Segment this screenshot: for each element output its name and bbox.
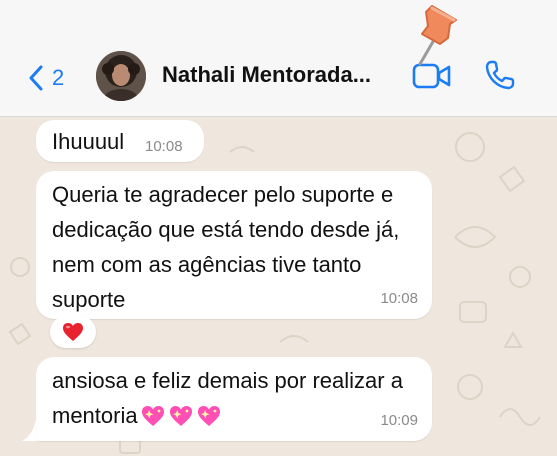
phone-call-icon[interactable] bbox=[484, 59, 516, 91]
message-text: ansiosa e feliz demais por realizar a mentoria bbox=[52, 368, 403, 428]
sparkling-heart-icon bbox=[168, 404, 194, 428]
message-timestamp: 10:08 bbox=[145, 138, 183, 155]
sparkling-heart-icon bbox=[196, 404, 222, 428]
heart-emoji-icon bbox=[62, 322, 84, 342]
message-timestamp: 10:09 bbox=[380, 412, 418, 429]
message-bubble-incoming[interactable] bbox=[36, 171, 432, 319]
profile-photo bbox=[96, 51, 146, 101]
pushpin-icon bbox=[410, 0, 470, 66]
contact-name[interactable]: Nathali Mentorada... bbox=[162, 62, 372, 87]
back-button[interactable] bbox=[28, 58, 64, 98]
chat-header bbox=[0, 0, 557, 117]
message-text: Ihuuuul bbox=[52, 129, 125, 154]
message-text: Queria te agradecer pelo suporte e dedicação que está tendo desde já, nem com as agências tive tanto suporte bbox=[52, 182, 400, 312]
sparkling-heart-icon bbox=[140, 404, 166, 428]
unread-count: 2 bbox=[52, 65, 65, 90]
chat-area[interactable] bbox=[0, 117, 557, 456]
chevron-left-icon bbox=[28, 65, 44, 91]
message-reaction[interactable] bbox=[50, 316, 96, 348]
message-text-wrap bbox=[52, 363, 420, 433]
avatar[interactable] bbox=[96, 51, 146, 101]
video-call-icon[interactable] bbox=[412, 62, 452, 90]
message-timestamp: 10:08 bbox=[380, 290, 418, 307]
message-bubble-incoming[interactable] bbox=[36, 357, 432, 441]
message-bubble-incoming[interactable] bbox=[36, 120, 204, 162]
